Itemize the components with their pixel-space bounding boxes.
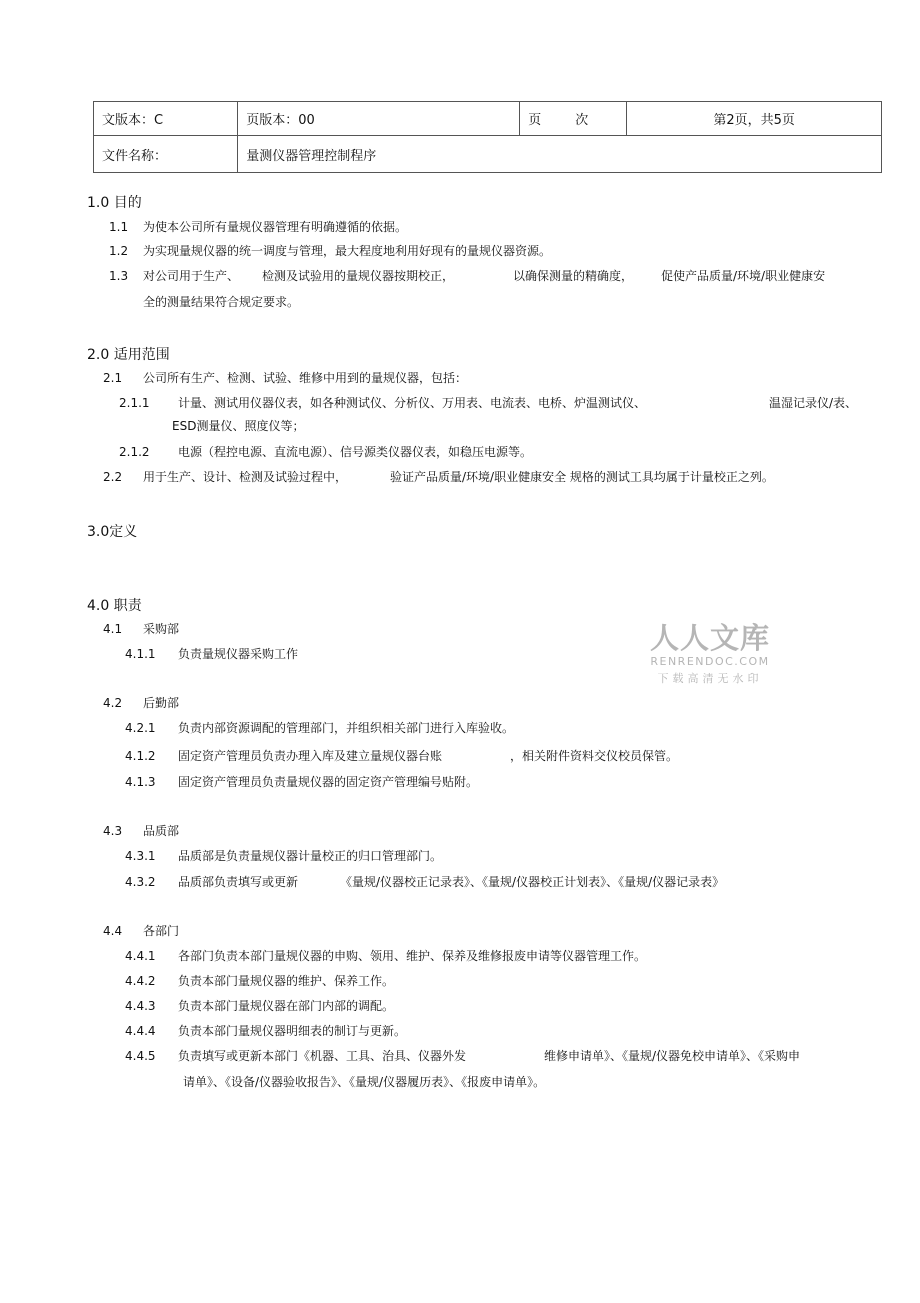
- watermark-slogan: 下载高清无水印: [657, 672, 763, 685]
- dept-4-1-num: 4.1: [103, 622, 123, 636]
- item-4-3-2-text-a: 品质部负责填写或更新: [178, 875, 299, 889]
- item-4-4-1-text: 各部门负责本部门量规仪器的申购、领用、维护、保养及维修报废申请等仪器管理工作。: [178, 949, 647, 963]
- item-2-1-1-text-b: 温湿记录仪/表、: [769, 396, 858, 410]
- item-2-2-num: 2.2: [103, 470, 123, 484]
- dept-4-4-name: 各部门: [143, 924, 180, 938]
- watermark-domain: RENRENDOC.COM: [650, 655, 770, 668]
- item-2-1-num: 2.1: [103, 371, 123, 385]
- item-4-3-2-text-b: 《量规/仪器校正记录表》、《量规/仪器校正计划表》、《量规/仪器记录表》: [340, 875, 725, 889]
- item-2-1-text: 公司所有生产、检测、试验、维修中用到的量规仪器，包括：: [143, 371, 468, 385]
- item-4-2-1-num: 4.2.1: [125, 721, 156, 735]
- item-4-1-2-text-b: ，相关附件资料交仪校员保管。: [510, 749, 679, 763]
- item-4-1-2-text-a: 固定资产管理员负责办理入库及建立量规仪器台账: [178, 749, 443, 763]
- dept-4-4-num: 4.4: [103, 924, 123, 938]
- item-2-1-1-text-c: ESD测量仪、照度仪等；: [172, 419, 305, 433]
- section-4-title: 4.0 职责: [87, 598, 142, 614]
- item-2-2-text-b: 验证产品质量/环境/职业健康安全 规格的测试工具均属于计量校正之列。: [390, 470, 774, 484]
- page-value: 第2页，共5页: [627, 102, 882, 136]
- item-4-4-5-text-a: 负责填写或更新本部门《机器、工具、治具、仪器外发: [178, 1049, 467, 1063]
- item-4-4-5-num: 4.4.5: [125, 1049, 156, 1063]
- dept-4-2-name: 后勤部: [143, 696, 180, 710]
- item-4-1-3-num: 4.1.3: [125, 775, 156, 789]
- item-4-4-2-text: 负责本部门量规仪器的维护、保养工作。: [178, 974, 395, 988]
- section-2-title: 2.0 适用范围: [87, 347, 170, 363]
- dept-4-3-num: 4.3: [103, 824, 123, 838]
- item-1-2-num: 1.2: [109, 244, 129, 258]
- page-label-b: 次: [575, 113, 589, 128]
- item-4-4-4-num: 4.4.4: [125, 1024, 156, 1038]
- item-2-1-1-num: 2.1.1: [119, 396, 150, 410]
- watermark: [646, 621, 774, 686]
- item-1-1-text: 为使本公司所有量规仪器管理有明确遵循的依据。: [143, 220, 408, 234]
- item-2-1-2-num: 2.1.2: [119, 445, 150, 459]
- file-name-value: 量测仪器管理控制程序: [238, 136, 882, 173]
- item-4-4-1-num: 4.4.1: [125, 949, 156, 963]
- file-name-label: 文件名称：: [94, 136, 238, 173]
- item-1-3-text-a: 对公司用于生产、: [143, 269, 240, 283]
- item-4-4-3-num: 4.4.3: [125, 999, 156, 1013]
- item-4-4-4-text: 负责本部门量规仪器明细表的制订与更新。: [178, 1024, 407, 1038]
- dept-4-1-name: 采购部: [143, 622, 180, 636]
- doc-version: 文版本：C: [94, 102, 238, 136]
- item-4-4-3-text: 负责本部门量规仪器在部门内部的调配。: [178, 999, 395, 1013]
- item-1-2-text: 为实现量规仪器的统一调度与管理，最大程度地利用好现有的量规仪器资源。: [143, 244, 552, 258]
- item-4-4-5-text-c: 请单》、《设备/仪器验收报告》、《量规/仪器履历表》、《报废申请单》。: [183, 1075, 546, 1089]
- item-4-1-1-num: 4.1.1: [125, 647, 156, 661]
- item-2-1-2-text: 电源（程控电源、直流电源）、信号源类仪器仪表，如稳压电源等。: [178, 445, 533, 459]
- dept-4-2-num: 4.2: [103, 696, 123, 710]
- item-1-1-num: 1.1: [109, 220, 129, 234]
- page-label-a: 页: [528, 113, 542, 128]
- header-row-1: [94, 102, 882, 136]
- item-4-4-2-num: 4.4.2: [125, 974, 156, 988]
- page-version: 页版本：00: [238, 102, 520, 136]
- item-4-1-2-num: 4.1.2: [125, 749, 156, 763]
- item-4-3-1-num: 4.3.1: [125, 849, 156, 863]
- item-1-3-num: 1.3: [109, 269, 129, 283]
- item-4-1-1-text: 负责量规仪器采购工作: [178, 647, 299, 661]
- item-2-1-1-text-a: 计量、测试用仪器仪表，如各种测试仪、分析仪、万用表、电流表、电桥、炉温测试仪、: [178, 396, 647, 410]
- item-1-3-text-d: 促使产品质量/环境/职业健康安: [661, 269, 826, 283]
- header-row-2: [94, 136, 882, 173]
- item-4-3-1-text: 品质部是负责量规仪器计量校正的归口管理部门。: [178, 849, 443, 863]
- item-1-3-text-b: 检测及试验用的量规仪器按期校正，: [262, 269, 455, 283]
- item-4-3-2-num: 4.3.2: [125, 875, 156, 889]
- watermark-title: 人人文库: [649, 621, 770, 655]
- header-table: [93, 101, 882, 173]
- item-1-3-text-c: 以确保测量的精确度，: [513, 269, 634, 283]
- section-3-title: 3.0定义: [87, 524, 138, 540]
- item-4-1-3-text: 固定资产管理员负责量规仪器的固定资产管理编号贴附。: [178, 775, 479, 789]
- item-4-4-5-text-b: 维修申请单》、《量规/仪器免校申请单》、《采购申: [544, 1049, 801, 1063]
- item-1-3-text-e: 全的测量结果符合规定要求。: [143, 295, 300, 309]
- item-2-2-text-a: 用于生产、设计、检测及试验过程中，: [143, 470, 348, 484]
- item-4-2-1-text: 负责内部资源调配的管理部门，并组织相关部门进行入库验收。: [178, 721, 515, 735]
- page-label: [520, 102, 627, 136]
- section-1-title: 1.0 目的: [87, 195, 142, 211]
- dept-4-3-name: 品质部: [143, 824, 180, 838]
